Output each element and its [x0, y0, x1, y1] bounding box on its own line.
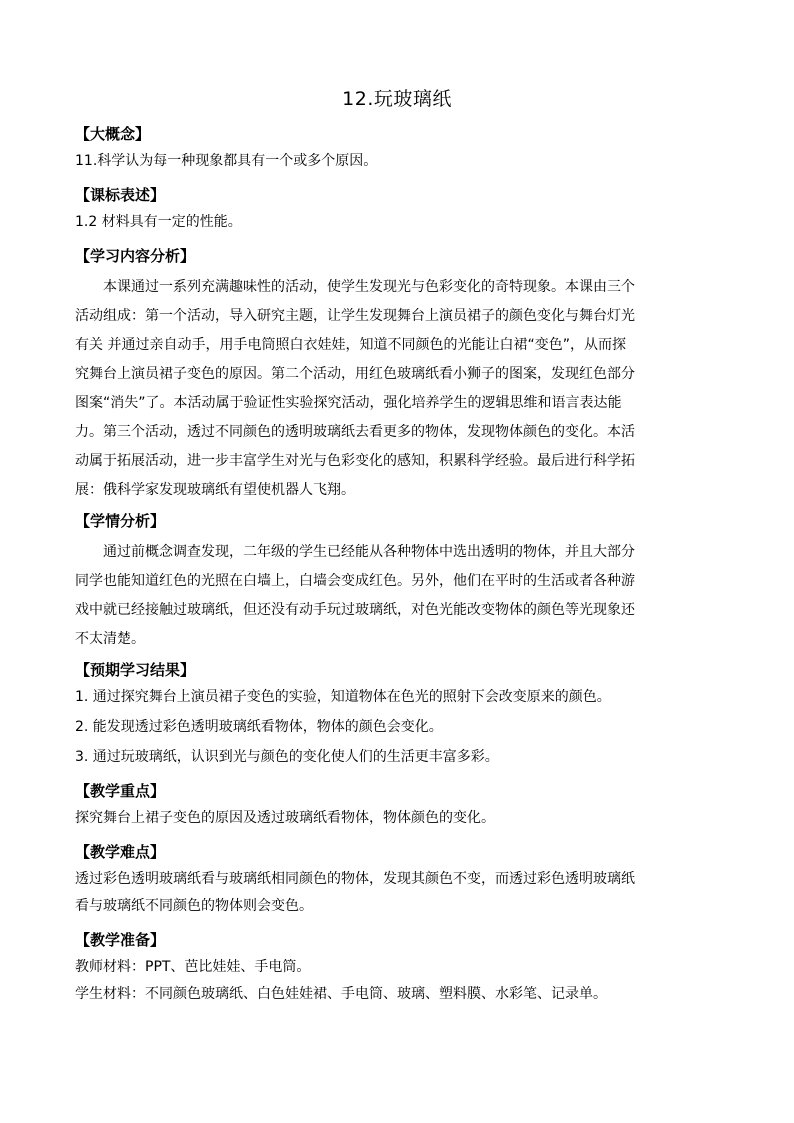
- section-learner-analysis: [75, 507, 723, 656]
- section-heading: 【课标表述】: [75, 186, 166, 204]
- paragraph-line: 有关 并通过亲自动手，用手电筒照白衣娃娃，知道不同颜色的光能让白裙“变色”，从而探: [75, 337, 626, 353]
- paragraph-line: 力。第三个活动，透过不同颜色的透明玻璃纸去看更多的物体，发现物体颜色的变化。本活: [75, 424, 635, 440]
- paragraph-line: 同学也能知道红色的光照在白墙上，白墙会变成红色。另外，他们在平时的生活或者各种游: [75, 573, 635, 589]
- paragraph-line: 本课通过一系列充满趣味性的活动，使学生发现光与色彩变化的奇特现象。本课由三个: [103, 279, 635, 295]
- paragraph-line: 戏中就已经接触过玻璃纸，但还没有动手玩过玻璃纸，对色光能改变物体的颜色等光现象还: [75, 602, 635, 618]
- section-heading: 【教学准备】: [75, 931, 166, 949]
- section-curriculum-standard: [75, 181, 723, 242]
- paragraph-line: 展：俄科学家发现玻璃纸有望使机器人飞翔。: [75, 482, 355, 498]
- section-expected-outcomes: [75, 656, 723, 777]
- paragraph: [75, 273, 723, 507]
- paragraph-line: 究舞台上演员裙子变色的原因。第二个活动，用红色玻璃纸看小狮子的图案，发现红色部分: [75, 366, 635, 382]
- list-item: 3. 通过玩玻璃纸，认识到光与颜色的变化使人们的生活更丰富多彩。: [75, 749, 499, 765]
- section-heading: 【大概念】: [75, 125, 151, 143]
- paragraph-line: 不太清楚。: [75, 631, 145, 647]
- text-line: 1.2 材料具有一定的性能。: [75, 214, 242, 230]
- section-difficult-points: [75, 838, 723, 926]
- section-heading: 【学情分析】: [75, 512, 166, 530]
- section-heading: 【教学重点】: [75, 782, 166, 800]
- text-line: 11.科学认为每一种现象都具有一个或多个原因。: [75, 153, 378, 169]
- section-preparation: [75, 926, 723, 1014]
- document-body: [75, 120, 723, 1014]
- section-big-concept: [75, 120, 723, 181]
- section-heading: 【教学难点】: [75, 843, 166, 861]
- paragraph-line: 通过前概念调查发现，二年级的学生已经能从各种物体中选出透明的物体，并且大部分: [103, 544, 635, 560]
- section-heading: 【预期学习结果】: [75, 661, 196, 679]
- text-line: 看与玻璃纸不同颜色的物体则会变色。: [75, 898, 313, 914]
- list-item: 1. 通过探究舞台上演员裙子变色的实验，知道物体在色光的照射下会改变原来的颜色。: [75, 689, 611, 705]
- text-line: 探究舞台上裙子变色的原因及透过玻璃纸看物体，物体颜色的变化。: [75, 810, 495, 826]
- document-title: 12.玩玻璃纸: [342, 88, 452, 110]
- section-heading: 【学习内容分析】: [75, 247, 196, 265]
- section-key-points: [75, 777, 723, 838]
- text-line: 学生材料：不同颜色玻璃纸、白色娃娃裙、手电筒、玻璃、塑料膜、水彩笔、记录单。: [75, 986, 607, 1002]
- text-line: 教师材料：PPT、芭比娃娃、手电筒。: [75, 959, 311, 975]
- list-item: 2. 能发现透过彩色透明玻璃纸看物体，物体的颜色会变化。: [75, 719, 443, 735]
- section-content-analysis: [75, 242, 723, 507]
- text-line: 透过彩色透明玻璃纸看与玻璃纸相同颜色的物体，发现其颜色不变，而透过彩色透明玻璃纸: [75, 871, 635, 887]
- paragraph-line: 活动组成：第一个活动，导入研究主题，让学生发现舞台上演员裙子的颜色变化与舞台灯光: [75, 308, 635, 324]
- paragraph-line: 动属于拓展活动，进一步丰富学生对光与色彩变化的感知，积累科学经验。最后进行科学拓: [75, 453, 635, 469]
- paragraph: [75, 538, 723, 656]
- paragraph-line: 图案“消失”了。本活动属于验证性实验探究活动，强化培养学生的逻辑思维和语言表达能: [75, 395, 622, 411]
